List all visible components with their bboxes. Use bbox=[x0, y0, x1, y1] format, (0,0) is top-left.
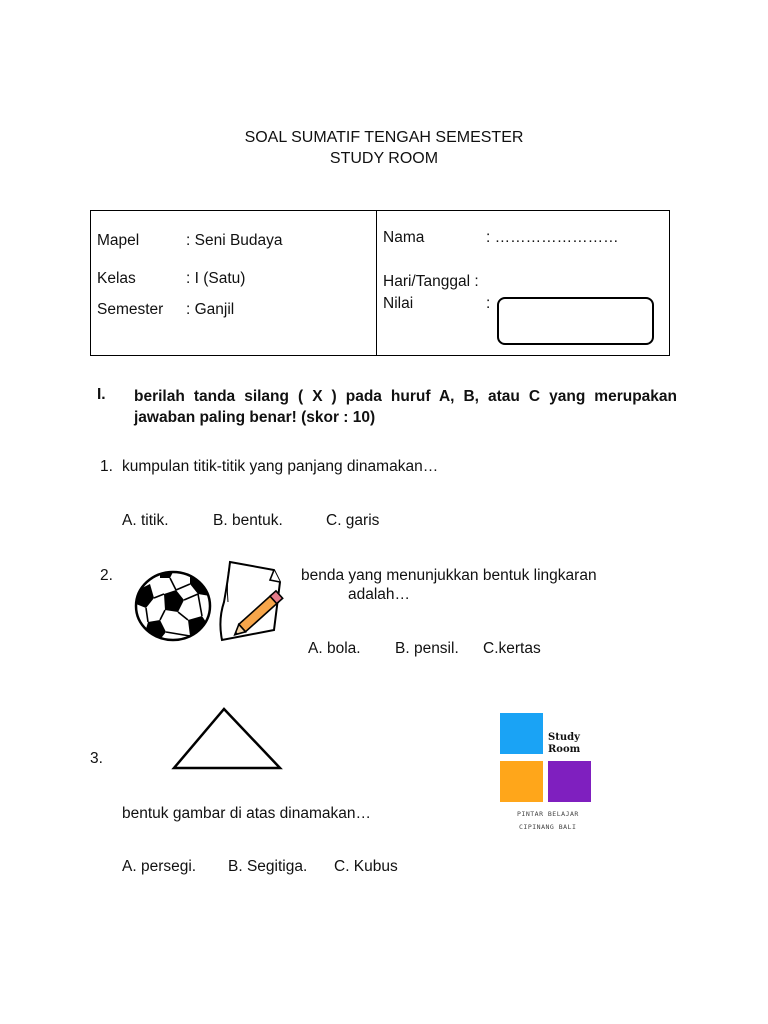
question-3-number: 3. bbox=[90, 750, 103, 767]
logo-orange-square bbox=[500, 761, 543, 802]
section-instruction: berilah tanda silang ( X ) pada huruf A, B, atau C yang merupakan jawaban paling benar! (skor : 10) bbox=[134, 388, 677, 426]
kelas-value: : I (Satu) bbox=[186, 270, 246, 287]
paper-and-pencil-image bbox=[214, 558, 294, 644]
hari-tanggal-label: Hari/Tanggal : bbox=[383, 273, 479, 290]
logo-purple-square bbox=[548, 761, 591, 802]
question-1-option-b[interactable]: B. bentuk. bbox=[213, 512, 283, 529]
nilai-label: Nilai bbox=[383, 295, 414, 312]
info-table-divider bbox=[376, 210, 377, 356]
page-subtitle: STUDY ROOM bbox=[329, 150, 439, 167]
nama-value: : …………………… bbox=[486, 229, 619, 246]
kelas-label: Kelas bbox=[97, 270, 136, 287]
logo-tagline1: PINTAR BELAJAR bbox=[517, 810, 579, 818]
semester-value: : Ganjil bbox=[186, 301, 235, 318]
triangle-image bbox=[170, 704, 284, 772]
question-2-text-line2: adalah… bbox=[348, 586, 411, 603]
semester-label: Semester bbox=[97, 301, 164, 318]
question-2-text-line1: benda yang menunjukkan bentuk lingkaran bbox=[301, 567, 597, 584]
nama-label: Nama bbox=[383, 229, 425, 246]
question-1-option-a[interactable]: A. titik. bbox=[122, 512, 169, 529]
question-1-option-c[interactable]: C. garis bbox=[326, 512, 380, 529]
question-3-option-b[interactable]: B. Segitiga. bbox=[228, 858, 308, 875]
question-2-option-c[interactable]: C.kertas bbox=[483, 640, 541, 657]
soccer-ball-image bbox=[134, 570, 212, 642]
question-3-option-a[interactable]: A. persegi. bbox=[122, 858, 197, 875]
question-2-option-b[interactable]: B. pensil. bbox=[395, 640, 459, 657]
nilai-colon: : bbox=[486, 295, 491, 312]
question-2-number: 2. bbox=[100, 567, 113, 584]
question-3-option-c[interactable]: C. Kubus bbox=[334, 858, 398, 875]
question-2-option-a[interactable]: A. bola. bbox=[308, 640, 361, 657]
question-3-text: bentuk gambar di atas dinamakan… bbox=[122, 805, 372, 822]
page-title: SOAL SUMATIF TENGAH SEMESTER bbox=[244, 129, 524, 146]
logo-blue-square bbox=[500, 713, 543, 754]
nilai-score-box[interactable] bbox=[497, 297, 654, 345]
question-1-number: 1. bbox=[100, 458, 113, 475]
logo-name-line1: Study bbox=[548, 732, 580, 743]
section-number: I. bbox=[97, 386, 106, 403]
question-1-text: kumpulan titik-titik yang panjang dinamakan… bbox=[122, 458, 439, 475]
logo-tagline2: CIPINANG BALI bbox=[519, 823, 577, 831]
logo-name-line2: Room bbox=[548, 744, 581, 755]
mapel-value: : Seni Budaya bbox=[186, 232, 283, 249]
mapel-label: Mapel bbox=[97, 232, 140, 249]
